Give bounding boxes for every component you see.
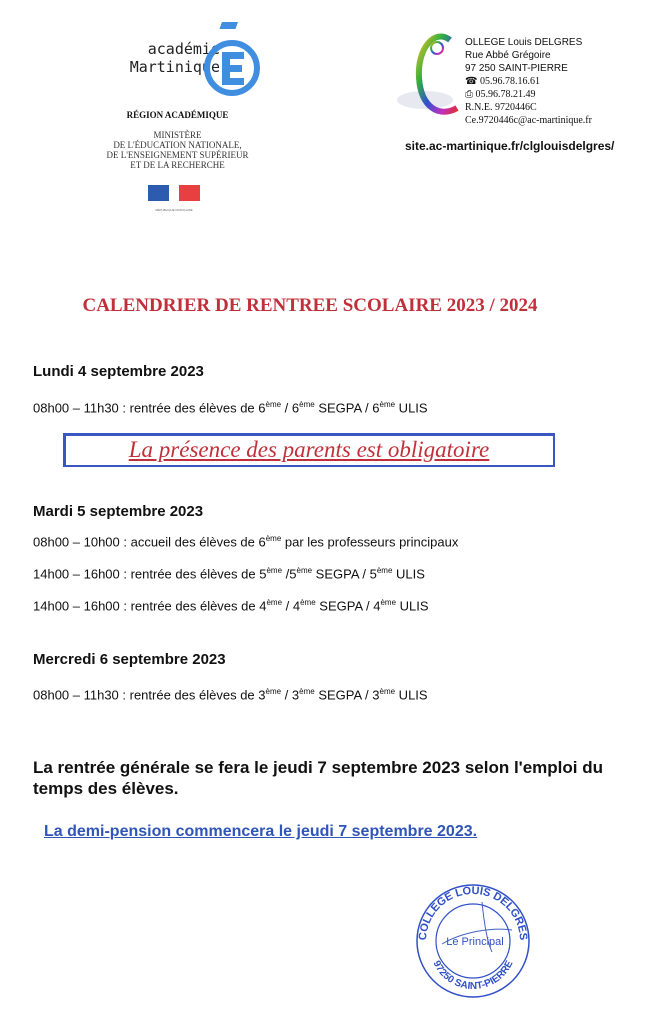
line-text: / 6 (281, 400, 300, 416)
schedule-line (33, 534, 458, 549)
ministry-line: ET DE LA RECHERCHE (130, 160, 225, 170)
marianne-flag-icon (148, 185, 200, 201)
parents-notice: La présence des parents est obligatoire (63, 433, 555, 467)
line-text: /5 (282, 566, 297, 582)
demi-pension-text: La demi-pension commencera le jeudi 7 septembre 2023. (44, 823, 478, 840)
ministry-line: DE L'ENSEIGNEMENT SUPÉRIEUR (106, 150, 249, 160)
academie-line: académie (147, 40, 220, 58)
stamp-ring-text: COLLÈGE LOUIS DELGRES (416, 884, 530, 941)
rne: R.N.E. 9720446C (465, 102, 537, 113)
email: Ce.9720446c@ac-martinique.fr (465, 115, 592, 126)
address-line: Rue Abbé Grégoire (465, 50, 551, 61)
ordinal-suffix: ème (266, 566, 283, 575)
ordinal-suffix: ème (379, 687, 396, 696)
academie-line: Martinique (129, 58, 220, 76)
stamp-center-text: Le Principal (446, 936, 504, 948)
line-text: SEGPA / 5 (312, 566, 377, 582)
day-heading: Lundi 4 septembre 2023 (33, 363, 204, 380)
academie-e-logo-icon (200, 22, 260, 100)
line-text: 14h00 – 16h00 : rentrée des élèves de 4 (33, 598, 267, 614)
phone: ☎ 05.96.78.16.61 (465, 76, 540, 87)
ordinal-suffix: ème (299, 400, 315, 409)
ordinal-suffix: ème (265, 534, 282, 543)
line-text: / 4 (282, 598, 301, 614)
region-label: RÉGION ACADÉMIQUE (126, 110, 229, 120)
ordinal-suffix: ème (265, 400, 282, 409)
ordinal-suffix: ème (265, 687, 282, 696)
day-heading: Mercredi 6 septembre 2023 (33, 651, 226, 668)
line-text: ULIS (396, 598, 429, 614)
ordinal-suffix: ème (376, 566, 393, 575)
ministry-block (80, 130, 275, 170)
ordinal-suffix: ème (300, 598, 316, 607)
ministry-line: MINISTÈRE (153, 130, 202, 140)
ministry-line: DE L'ÉDUCATION NATIONALE, (113, 140, 242, 150)
schedule-line (33, 400, 428, 415)
college-address (465, 36, 592, 127)
schedule-line (33, 566, 425, 581)
ordinal-suffix: ème (266, 598, 283, 607)
college-c-logo-icon (395, 28, 465, 118)
fax: ⎙ 05.96.78.21.49 (465, 89, 536, 100)
line-text: par les professeurs principaux (281, 534, 459, 550)
ordinal-suffix: ème (299, 687, 315, 696)
ordinal-suffix: ème (296, 566, 313, 575)
schedule-line (33, 687, 428, 702)
college-stamp (412, 882, 534, 1000)
schedule-line (33, 598, 429, 613)
line-text: / 3 (281, 687, 300, 703)
site-url: site.ac-martinique.fr/clglouisdelgres/ (405, 139, 615, 153)
college-name: OLLEGE Louis DELGRES (465, 37, 583, 48)
line-text: SEGPA / 6 (314, 400, 380, 416)
line-text: ULIS (395, 400, 428, 416)
ordinal-suffix: ème (380, 598, 397, 607)
line-text: 08h00 – 11h30 : rentrée des élèves de 6 (33, 400, 266, 416)
general-rentree-text: La rentrée générale se fera le jeudi 7 septembre 2023 selon l'emploi du temps des élèves. (33, 758, 603, 798)
address-line: 97 250 SAINT-PIERRE (465, 63, 568, 74)
line-text: SEGPA / 3 (314, 687, 380, 703)
day-heading: Mardi 5 septembre 2023 (33, 503, 204, 520)
line-text: SEGPA / 4 (315, 598, 381, 614)
line-text: ULIS (395, 687, 428, 703)
line-text: 08h00 – 11h30 : rentrée des élèves de 3 (33, 687, 266, 703)
page-title: CALENDRIER DE RENTREE SCOLAIRE 2023 / 2024 (82, 295, 538, 316)
republique-label: RÉPUBLIQUE FRANÇAISE (155, 208, 193, 212)
line-text: 14h00 – 16h00 : rentrée des élèves de 5 (33, 566, 267, 582)
ordinal-suffix: ème (379, 400, 396, 409)
stamp-bottom-text: 97250 SAINT-PIERRE (430, 959, 516, 993)
line-text: ULIS (392, 566, 425, 582)
line-text: 08h00 – 10h00 : accueil des élèves de 6 (33, 534, 266, 550)
